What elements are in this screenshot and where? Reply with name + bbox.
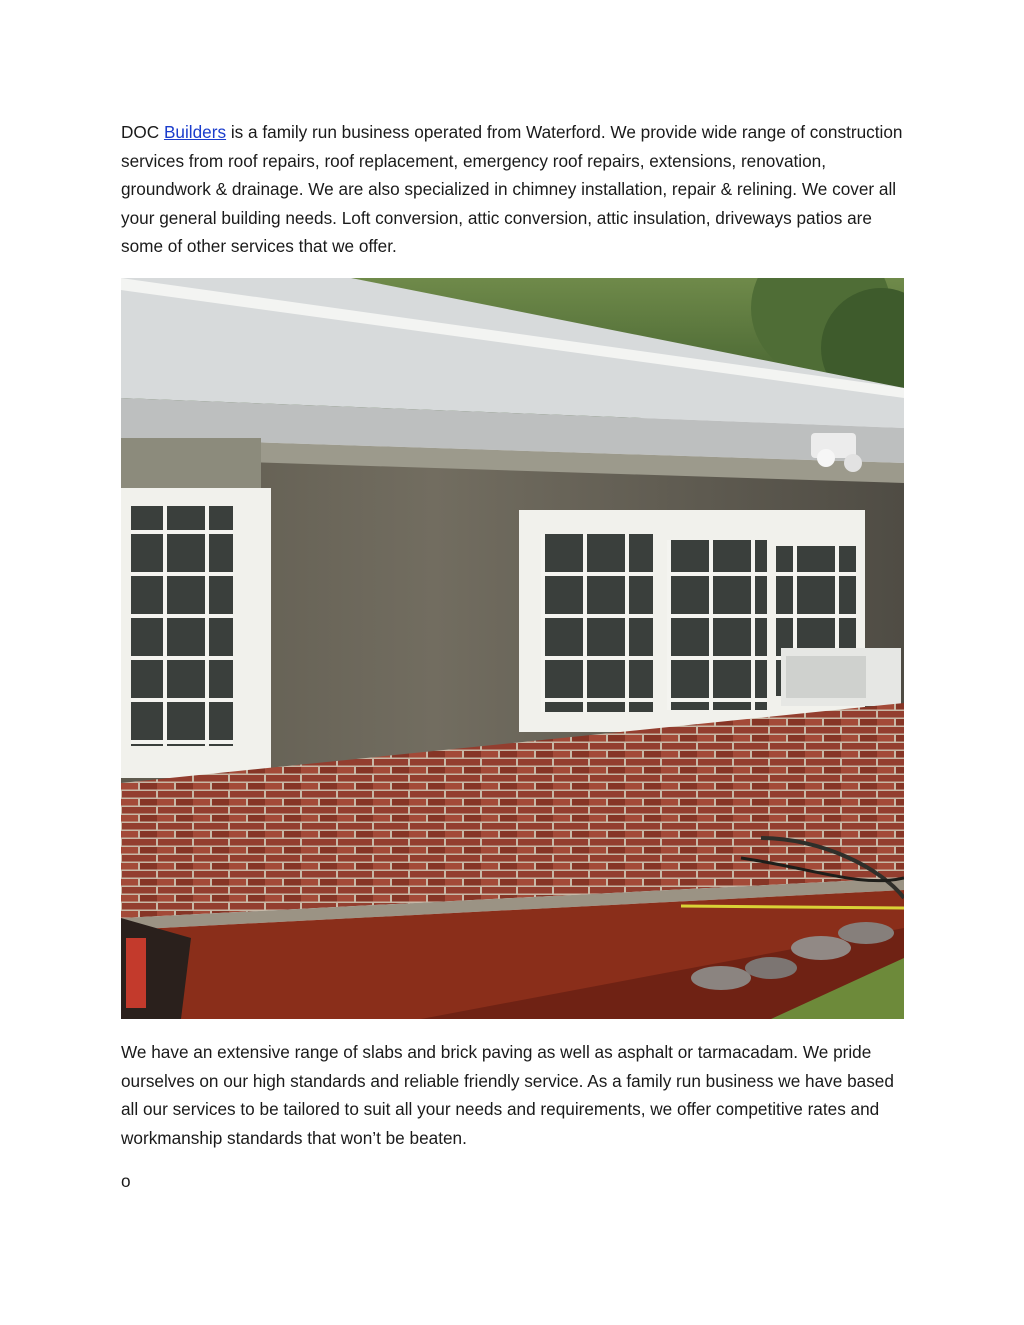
intro-lead: DOC	[121, 122, 164, 142]
services-paragraph: We have an extensive range of slabs and brick paving as well as asphalt or tarmacadam. We pride ourselves on our high standards and reliable friendly service. As a family run business we have based all our services to be tailored to suit all your needs and requirements, we offer competitive rates and workmanship standards that won’t be beaten.	[121, 1042, 894, 1148]
intro-paragraph	[121, 118, 911, 261]
builders-link[interactable]: Builders	[163, 122, 227, 142]
house-exterior-photo	[121, 278, 904, 1019]
intro-rest: is a family run business operated from Waterford. We provide wide range of construction services from roof repairs, roof replacement, emergency roof repairs, extensions, renovation, groundwork & drainage. We are also specialized in chimney installation, repair & relining. We cover all your general building needs. Loft conversion, attic conversion, attic insulation, driveways patios are some of other services that we offer.	[121, 122, 903, 257]
trailing-text: o	[121, 1171, 131, 1191]
